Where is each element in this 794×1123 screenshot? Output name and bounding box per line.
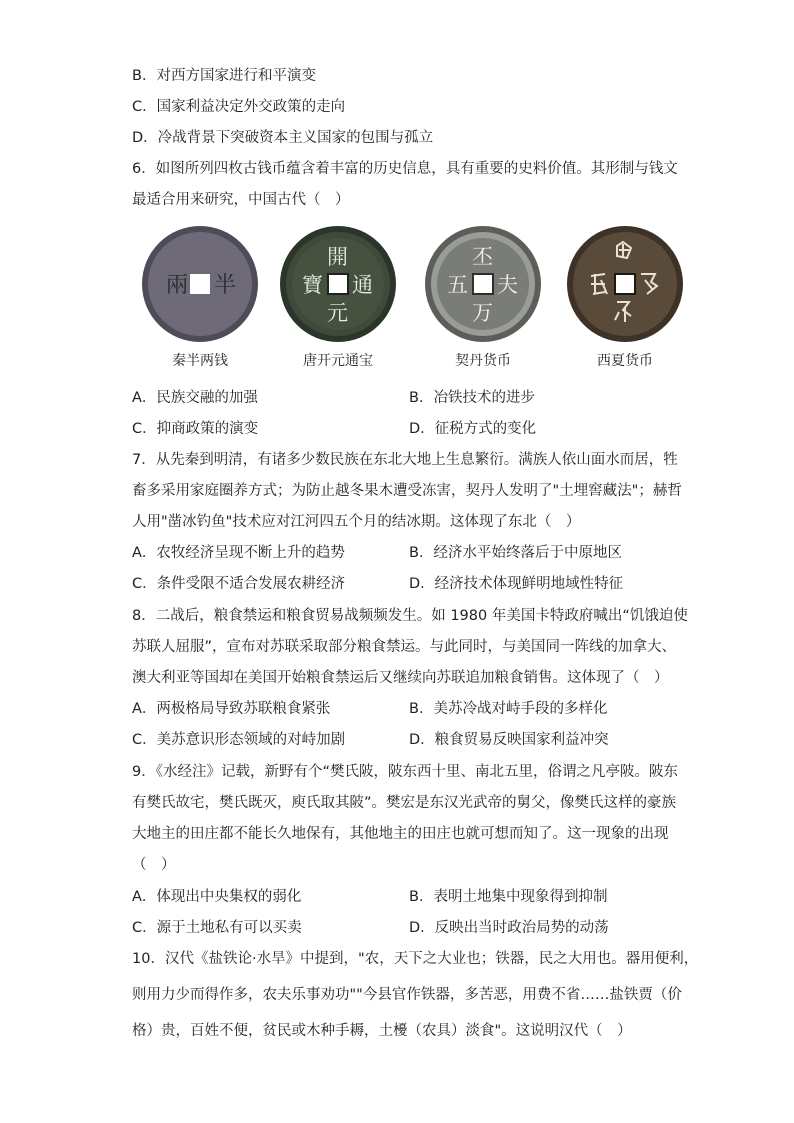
coin-qin-glyph-right: 半 — [214, 273, 237, 298]
q6-option-a: A．民族交融的加强 — [132, 390, 258, 406]
q9-stem-line-4: （ ） — [132, 857, 176, 873]
q9-option-d: D．反映出当时政治局势的动荡 — [409, 920, 609, 936]
q9-stem-line-2: 有樊氏故宅，樊氏既灭，庾氏取其陂”。樊宏是东汉光武帝的舅父，像樊氏这样的豪族 — [132, 795, 677, 811]
coin-khitan — [423, 224, 543, 374]
q9-option-a: A．体现出中央集权的弱化 — [132, 889, 302, 905]
coin-tang-kaiyuan — [278, 224, 398, 374]
coin-caption: 唐开元通宝 — [303, 353, 373, 369]
coin-khitan-glyph-right: 夫 — [497, 273, 518, 297]
q7-stem-line-3: 人用"凿冰钓鱼"技术应对江河四五个月的结冰期。这体现了东北（ ） — [132, 514, 581, 530]
option-d-line: D．冷战背景下突破资本主义国家的包围与孤立 — [132, 130, 434, 146]
option-b-line: B．对西方国家进行和平演变 — [132, 68, 316, 84]
option-c-line: C．国家利益决定外交政策的走向 — [132, 99, 346, 115]
q9-option-c: C．源于土地私有可以买卖 — [132, 920, 302, 936]
q9-option-b: B．表明土地集中现象得到抑制 — [409, 889, 608, 905]
coin-khitan-glyph-left: 五 — [447, 273, 468, 297]
coin-qin-glyph-left: 兩 — [166, 273, 189, 298]
coin-tang-glyph-right: 通 — [352, 273, 373, 297]
q10-stem-line-3: 格）贵，百姓不便，贫民或木种手耨，土櫌（农具）淡食"。这说明汉代（ ） — [132, 1023, 632, 1039]
coin-caption: 契丹货币 — [455, 353, 511, 369]
q7-option-c: C．条件受限不适合发展农耕经济 — [132, 576, 346, 592]
coin-tang-image — [278, 224, 398, 344]
q8-option-b: B．美苏冷战对峙手段的多样化 — [409, 701, 608, 717]
q6-option-b: B．冶铁技术的进步 — [409, 390, 535, 406]
q7-stem-line-1: 7．从先秦到明清，有诸多少数民族在东北大地上生息繁衍。满族人依山面水而居，牲 — [132, 452, 678, 468]
coin-tang-glyph-left: 寶 — [302, 273, 323, 297]
q10-stem-line-2: 则用力少而得作多，农夫乐事劝功""今县官作铁器，多苦恶，用费不省……盐铁贾（价 — [132, 987, 682, 1003]
coin-khitan-glyph-bottom: 万 — [472, 301, 493, 325]
q8-option-c: C．美苏意识形态领域的对峙加剧 — [132, 732, 346, 748]
coin-khitan-image — [423, 224, 543, 344]
coin-xixia — [565, 224, 685, 374]
coin-figure — [140, 224, 685, 374]
q6-stem-line-1: 6．如图所列四枚古钱币蕴含着丰富的历史信息，具有重要的史料价值。其形制与钱文 — [132, 161, 678, 177]
q7-option-d: D．经济技术体现鲜明地域性特征 — [409, 576, 624, 592]
coin-caption: 秦半两钱 — [172, 353, 228, 369]
q6-option-c: C．抑商政策的演变 — [132, 421, 259, 437]
coin-xixia-image — [565, 224, 685, 344]
q7-option-b: B．经济水平始终落后于中原地区 — [409, 545, 622, 561]
coin-qin-image — [140, 224, 260, 344]
q8-stem-line-2: 苏联人屈服”，宣布对苏联采取部分粮食禁运。与此同时，与美国同一阵线的加拿大、 — [132, 639, 677, 655]
q6-stem-line-2: 最适合用来研究，中国古代（ ） — [132, 192, 350, 208]
coin-tang-glyph-top: 開 — [327, 245, 348, 269]
coin-caption: 西夏货币 — [597, 353, 653, 369]
q8-option-d: D．粮食贸易反映国家利益冲突 — [409, 732, 609, 748]
q8-stem-line-3: 澳大利亚等国却在美国开始粮食禁运后又继续向苏联追加粮食销售。这体现了（ ） — [132, 670, 669, 686]
q7-stem-line-2: 畜多采用家庭圈养方式；为防止越冬果木遭受冻害，契丹人发明了"土埋窖藏法"；赫哲 — [132, 483, 682, 499]
q6-option-d: D．征税方式的变化 — [409, 421, 537, 437]
q8-option-a: A．两极格局导致苏联粮食紧张 — [132, 701, 331, 717]
q9-stem-line-1: 9．《水经注》记载，新野有个“樊氏陂，陂东西十里、南北五里，俗谓之凡亭陂。陂东 — [132, 764, 678, 780]
coin-tang-glyph-bottom: 元 — [327, 301, 348, 325]
q10-stem-line-1: 10．汉代《盐铁论·水旱》中提到，"农，天下之大业也；铁器，民之大用也。器用便利， — [132, 951, 699, 967]
q7-option-a: A．农牧经济呈现不断上升的趋势 — [132, 545, 345, 561]
q8-stem-line-1: 8．二战后，粮食禁运和粮食贸易战频频发生。如 1980 年美国卡特政府喊出“饥饿迫使 — [132, 608, 688, 624]
coin-qin-banliang — [140, 224, 260, 374]
q9-stem-line-3: 大地主的田庄都不能长久地保有，其他地主的田庄也就可想而知了。这一现象的出现 — [132, 826, 669, 842]
coin-khitan-glyph-top: 丕 — [472, 245, 493, 269]
